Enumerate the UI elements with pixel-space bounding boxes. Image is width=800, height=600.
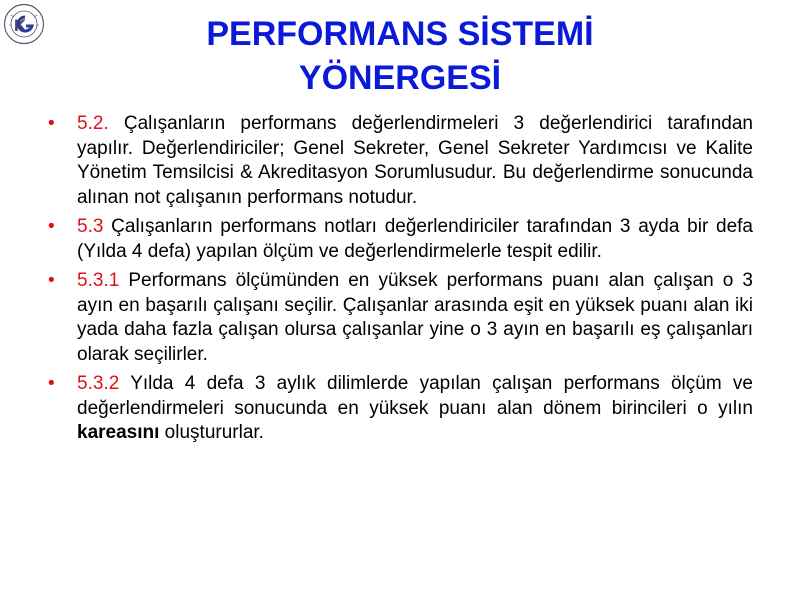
bullet-icon: • xyxy=(48,270,55,291)
item-number: 5.3 xyxy=(77,216,104,237)
institution-logo xyxy=(3,3,45,45)
title-line-1: PERFORMANS SİSTEMİ xyxy=(206,15,594,53)
item-text: Yılda 4 defa 3 aylık dilimlerde yapılan çalışan performans ölçüm ve değerlendirmeleri sonucunda en yüksek puanı alan dönem birincileri o yılın xyxy=(77,373,753,419)
bullet-icon: • xyxy=(48,373,55,394)
item-text-end: oluştururlar. xyxy=(159,422,264,443)
bullet-icon: • xyxy=(48,216,55,237)
list-item xyxy=(48,269,753,367)
svg-text:K: K xyxy=(14,16,27,35)
list-item xyxy=(48,215,753,264)
title-line-2: YÖNERGESİ xyxy=(298,59,502,97)
slide-title xyxy=(120,12,680,100)
logo-seal-icon xyxy=(3,3,45,45)
item-bold-text: kareasını xyxy=(77,422,160,443)
list-item xyxy=(48,372,753,446)
item-number: 5.3.2 xyxy=(77,373,120,394)
item-number: 5.2. xyxy=(77,113,109,134)
item-text: Performans ölçümünden en yüksek performans puanı alan çalışan o 3 ayın en başarılı çalışanı seçilir. Çalışanlar arasında eşit en yüksek puanı alan iki yada daha fazla çalışan olursa çalışanlar yine o 3 ayın en başarılı eş çalışanları olarak seçilirler. xyxy=(77,270,753,365)
item-number: 5.3.1 xyxy=(77,270,120,291)
bullet-icon: • xyxy=(48,113,55,134)
bullet-list xyxy=(48,112,753,451)
item-text: Çalışanların performans notları değerlendiriciler tarafından 3 ayda bir defa (Yılda 4 defa) yapılan ölçüm ve değerlendirmelerle tespit edilir. xyxy=(77,216,753,262)
list-item xyxy=(48,112,753,210)
item-text: Çalışanların performans değerlendirmeleri 3 değerlendirici tarafından yapılır. Değerlendiriciler; Genel Sekreter, Genel Sekreter Yardımcısı ve Kalite Yönetim Temsilcisi & Akreditasyon Sorumlusudur. Bu değerlendirme sonucunda alınan not çalışanın performans notudur. xyxy=(77,113,753,208)
